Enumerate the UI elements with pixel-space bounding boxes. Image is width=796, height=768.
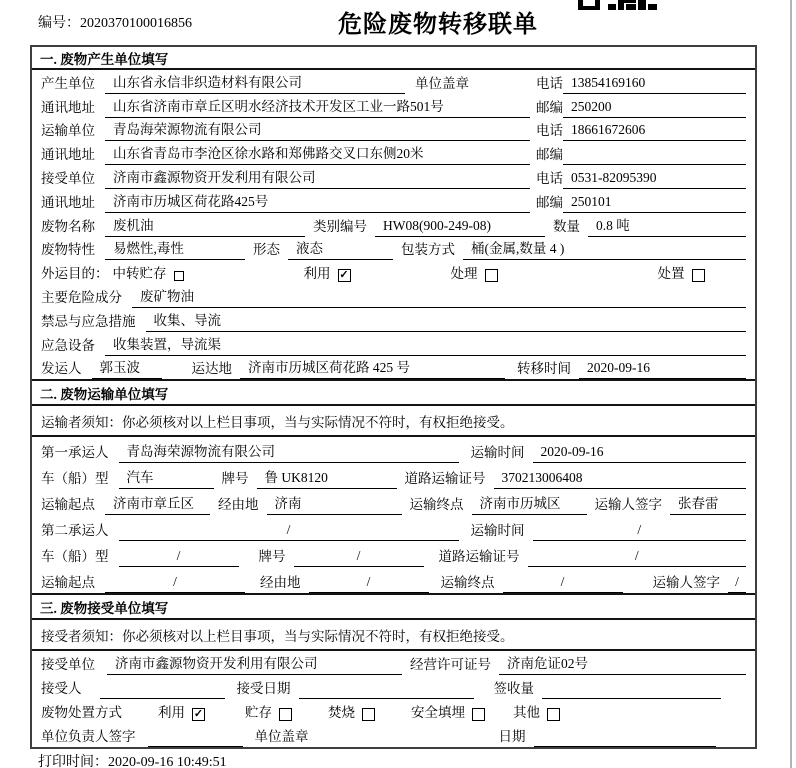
quantity-value: 0.8 吨 bbox=[588, 214, 746, 237]
carrier1-row bbox=[32, 437, 755, 463]
road-license-label: 道路运输证号 bbox=[404, 471, 486, 487]
vehicle1-row bbox=[32, 463, 755, 489]
character-value: 易燃性,毒性 bbox=[105, 237, 245, 260]
producer-phone-group bbox=[536, 72, 746, 94]
form-label: 形态 bbox=[253, 242, 280, 258]
transporter-phone-group bbox=[536, 119, 746, 141]
producer-row bbox=[32, 70, 755, 94]
producer-phone-value: 13854169160 bbox=[563, 75, 746, 94]
equipment-label: 应急设备 bbox=[41, 337, 95, 353]
transporter-value: 青岛海荣源物流有限公司 bbox=[105, 118, 530, 141]
via-label: 经由地 bbox=[260, 575, 301, 591]
accept-unit-label: 接受单位 bbox=[41, 657, 95, 673]
purpose-option-treat bbox=[451, 262, 498, 284]
checkbox-label: 贮存 bbox=[245, 704, 272, 720]
permit-label: 经营许可证号 bbox=[410, 657, 491, 673]
checkbox-label: 处置 bbox=[657, 266, 685, 282]
receiver-row bbox=[32, 165, 755, 189]
disposal-option-utilize bbox=[158, 701, 205, 723]
transporter-zip-group bbox=[536, 143, 746, 165]
transport-time2-value: / bbox=[533, 522, 747, 541]
phone-label: 电话 bbox=[536, 123, 563, 139]
waste-name-row bbox=[32, 213, 755, 237]
checkbox bbox=[485, 269, 498, 282]
print-time bbox=[38, 751, 227, 768]
form-value: 液态 bbox=[288, 237, 393, 260]
address-label: 通讯地址 bbox=[41, 194, 95, 210]
carrier-sign-label: 运输人签字 bbox=[594, 497, 662, 513]
packing-value: 桶(金属,数量 4 ) bbox=[463, 237, 746, 260]
unit-seal-label: 单位盖章 bbox=[415, 75, 469, 91]
checkbox-checked: ✓ bbox=[193, 707, 204, 720]
section-3-heading: 三. 废物接受单位填写 bbox=[32, 593, 755, 620]
via2-value: / bbox=[309, 574, 429, 593]
destination-label: 运达地 bbox=[191, 361, 232, 377]
receiver-value: 济南市鑫源物资开发利用有限公司 bbox=[105, 166, 530, 189]
receiver-zip-group bbox=[536, 191, 746, 213]
carrier2-label: 第二承运人 bbox=[41, 523, 109, 539]
checkbox bbox=[692, 269, 705, 282]
zip-label: 邮编 bbox=[536, 194, 563, 210]
transporter-zip-value bbox=[563, 162, 746, 165]
permit-value: 济南危证02号 bbox=[499, 652, 746, 675]
hazard-value: 废矿物油 bbox=[132, 285, 746, 308]
checkbox bbox=[174, 271, 184, 281]
phone-label: 电话 bbox=[536, 170, 563, 186]
purpose-row bbox=[32, 260, 755, 284]
signer-value bbox=[148, 744, 243, 747]
serial-label: 编号： bbox=[38, 16, 80, 31]
checkbox bbox=[279, 708, 292, 721]
print-time-value: 2020-09-16 10:49:51 bbox=[108, 755, 227, 768]
hazard-row bbox=[32, 284, 755, 308]
disposal-option-other bbox=[513, 701, 560, 723]
zip-label: 邮编 bbox=[536, 99, 563, 115]
section-2-heading: 二. 废物运输单位填写 bbox=[32, 379, 755, 406]
receiver-phone-value: 0531-82095390 bbox=[563, 170, 746, 189]
serial-value: 2020370100016856 bbox=[80, 16, 192, 31]
transporter-notice: 运输者须知：你必须核对以上栏目事项，当与实际情况不符时，有权拒绝接受。 bbox=[32, 406, 755, 437]
checkbox bbox=[362, 708, 375, 721]
road-license1-value: 370213006408 bbox=[494, 470, 747, 489]
emergency-label: 禁忌与应急措施 bbox=[41, 313, 136, 329]
carrier1-label: 第一承运人 bbox=[41, 445, 109, 461]
producer-address-value: 山东省济南市章丘区明水经济技术开发区工业一路501号 bbox=[105, 95, 530, 118]
transporter-phone-value: 18661672606 bbox=[563, 122, 746, 141]
vehicle-label: 车（船）型 bbox=[41, 471, 109, 487]
checkbox-checked: ✓ bbox=[339, 269, 349, 282]
disposal-option-store bbox=[245, 701, 292, 723]
print-time-label: 打印时间： bbox=[38, 755, 108, 768]
end-label: 运输终点 bbox=[440, 575, 495, 591]
end-label: 运输终点 bbox=[409, 497, 464, 513]
receiver-notice: 接受者须知：你必须核对以上栏目事项，当与实际情况不符时，有权拒绝接受。 bbox=[32, 620, 755, 651]
disposal-option-incinerate bbox=[328, 701, 375, 723]
quantity-label: 数量 bbox=[553, 218, 580, 234]
date-label: 日期 bbox=[498, 728, 526, 744]
origin1-value: 济南市章丘区 bbox=[105, 492, 210, 515]
checkbox-label: 焚烧 bbox=[328, 704, 355, 720]
carrier2-row bbox=[32, 515, 755, 541]
equipment-value: 收集装置，导流渠 bbox=[105, 333, 746, 356]
destination-value: 济南市历城区荷花路 425 号 bbox=[240, 356, 505, 379]
accept-date-label: 接受日期 bbox=[236, 680, 291, 696]
acceptor-label: 接受人 bbox=[41, 680, 82, 696]
consignor-label: 发运人 bbox=[41, 361, 82, 377]
receiver-phone-group bbox=[536, 167, 746, 189]
transporter-label: 运输单位 bbox=[41, 123, 95, 139]
disposal-row bbox=[32, 699, 755, 723]
unit-seal-label: 单位盖章 bbox=[254, 728, 309, 744]
consignor-row bbox=[32, 356, 755, 380]
category-label: 类别编号 bbox=[313, 218, 367, 234]
receiver-address-row bbox=[32, 189, 755, 213]
producer-label: 产生单位 bbox=[41, 75, 95, 91]
checkbox bbox=[472, 708, 485, 721]
receiver-address-value: 济南市历城区荷花路425号 bbox=[105, 190, 530, 213]
character-label: 废物特性 bbox=[41, 242, 95, 258]
end1-value: 济南市历城区 bbox=[472, 492, 587, 515]
end2-value: / bbox=[503, 574, 623, 593]
receiver-zip-value: 250101 bbox=[563, 194, 746, 213]
purpose-label: 外运目的： bbox=[41, 266, 109, 282]
carrier-sign2-value: / bbox=[728, 574, 746, 593]
section-1-heading: 一. 废物产生单位填写 bbox=[32, 47, 755, 70]
origin-label: 运输起点 bbox=[41, 497, 95, 513]
signer-label: 单位负责人签字 bbox=[41, 728, 136, 744]
checkbox-label: 安全填埋 bbox=[411, 704, 465, 720]
disposal-option-landfill bbox=[411, 701, 485, 723]
signer-row bbox=[32, 723, 755, 747]
address-label: 通讯地址 bbox=[41, 99, 95, 115]
serial-number bbox=[38, 12, 192, 32]
vehicle2-row bbox=[32, 541, 755, 567]
transporter-address-value: 山东省青岛市李沧区徐水路和郑佛路交叉口东侧20米 bbox=[105, 142, 530, 165]
equipment-row bbox=[32, 332, 755, 356]
acceptor-row bbox=[32, 675, 755, 699]
vehicle1-value: 汽车 bbox=[119, 466, 214, 489]
phone-label: 电话 bbox=[536, 75, 563, 91]
vehicle-label: 车（船）型 bbox=[41, 549, 109, 565]
transfer-time-value: 2020-09-16 bbox=[579, 360, 746, 379]
packing-label: 包装方式 bbox=[401, 242, 455, 258]
page-title: 危险废物转移联单 bbox=[338, 12, 538, 38]
acceptor-value bbox=[100, 696, 225, 699]
transport-time-label: 运输时间 bbox=[470, 445, 525, 461]
road-license2-value: / bbox=[528, 548, 747, 567]
carrier-sign-label: 运输人签字 bbox=[652, 575, 720, 591]
origin2-value: / bbox=[105, 574, 245, 593]
producer-zip-group bbox=[536, 96, 746, 118]
accept-unit-row bbox=[32, 651, 755, 675]
producer-address-row bbox=[32, 94, 755, 118]
transport-time1-value: 2020-09-16 bbox=[533, 444, 747, 463]
transporter-address-row bbox=[32, 141, 755, 165]
manifest-form bbox=[30, 45, 757, 749]
transport-time-label: 运输时间 bbox=[470, 523, 525, 539]
carrier-sign1-value: 张春雷 bbox=[670, 492, 746, 515]
plate-label: 牌号 bbox=[258, 549, 286, 565]
transfer-time-label: 转移时间 bbox=[517, 361, 571, 377]
carrier2-value: / bbox=[119, 522, 459, 541]
purpose-option-transfer bbox=[113, 262, 184, 284]
checkbox-label: 处理 bbox=[450, 266, 478, 282]
route1-row bbox=[32, 489, 755, 515]
consignor-value: 郭玉波 bbox=[92, 356, 162, 379]
producer-zip-value: 250200 bbox=[563, 99, 746, 118]
via1-value: 济南 bbox=[267, 492, 402, 515]
waste-name-value: 废机油 bbox=[105, 214, 305, 237]
emergency-row bbox=[32, 308, 755, 332]
checkbox-label: 其他 bbox=[513, 704, 540, 720]
checkbox-label: 利用 bbox=[303, 266, 331, 282]
transporter-row bbox=[32, 118, 755, 142]
date-value bbox=[534, 744, 717, 747]
checkbox bbox=[547, 708, 560, 721]
accept-unit-value: 济南市鑫源物资开发利用有限公司 bbox=[107, 652, 402, 675]
plate2-value: / bbox=[294, 548, 424, 567]
road-license-label: 道路运输证号 bbox=[438, 549, 520, 565]
zip-label: 邮编 bbox=[536, 147, 563, 163]
disposal-label: 废物处置方式 bbox=[41, 704, 122, 720]
purpose-option-dispose bbox=[658, 262, 705, 284]
address-label: 通讯地址 bbox=[41, 147, 95, 163]
received-amount-value bbox=[542, 696, 721, 699]
checkbox-label: 利用 bbox=[158, 704, 185, 720]
receiver-label: 接受单位 bbox=[41, 170, 95, 186]
waste-name-label: 废物名称 bbox=[41, 218, 95, 234]
vehicle2-value: / bbox=[119, 548, 239, 567]
purpose-option-utilize bbox=[304, 262, 351, 284]
route2-row bbox=[32, 567, 755, 593]
carrier1-value: 青岛海荣源物流有限公司 bbox=[119, 440, 459, 463]
received-amount-label: 签收量 bbox=[493, 680, 534, 696]
accept-date-value bbox=[299, 696, 474, 699]
qr-code-fragment-icon bbox=[578, 0, 658, 11]
waste-character-row bbox=[32, 237, 755, 261]
producer-value: 山东省永信非织造材料有限公司 bbox=[105, 71, 405, 94]
emergency-value: 收集、导流 bbox=[146, 309, 747, 332]
hazard-label: 主要危险成分 bbox=[41, 289, 122, 305]
plate1-value: 鲁 UK8120 bbox=[257, 466, 397, 489]
checkbox-label: 中转贮存 bbox=[112, 266, 167, 282]
page-edge-divider bbox=[790, 0, 792, 768]
plate-label: 牌号 bbox=[221, 471, 249, 487]
category-value: HW08(900-249-08) bbox=[375, 218, 545, 237]
origin-label: 运输起点 bbox=[41, 575, 95, 591]
via-label: 经由地 bbox=[218, 497, 259, 513]
